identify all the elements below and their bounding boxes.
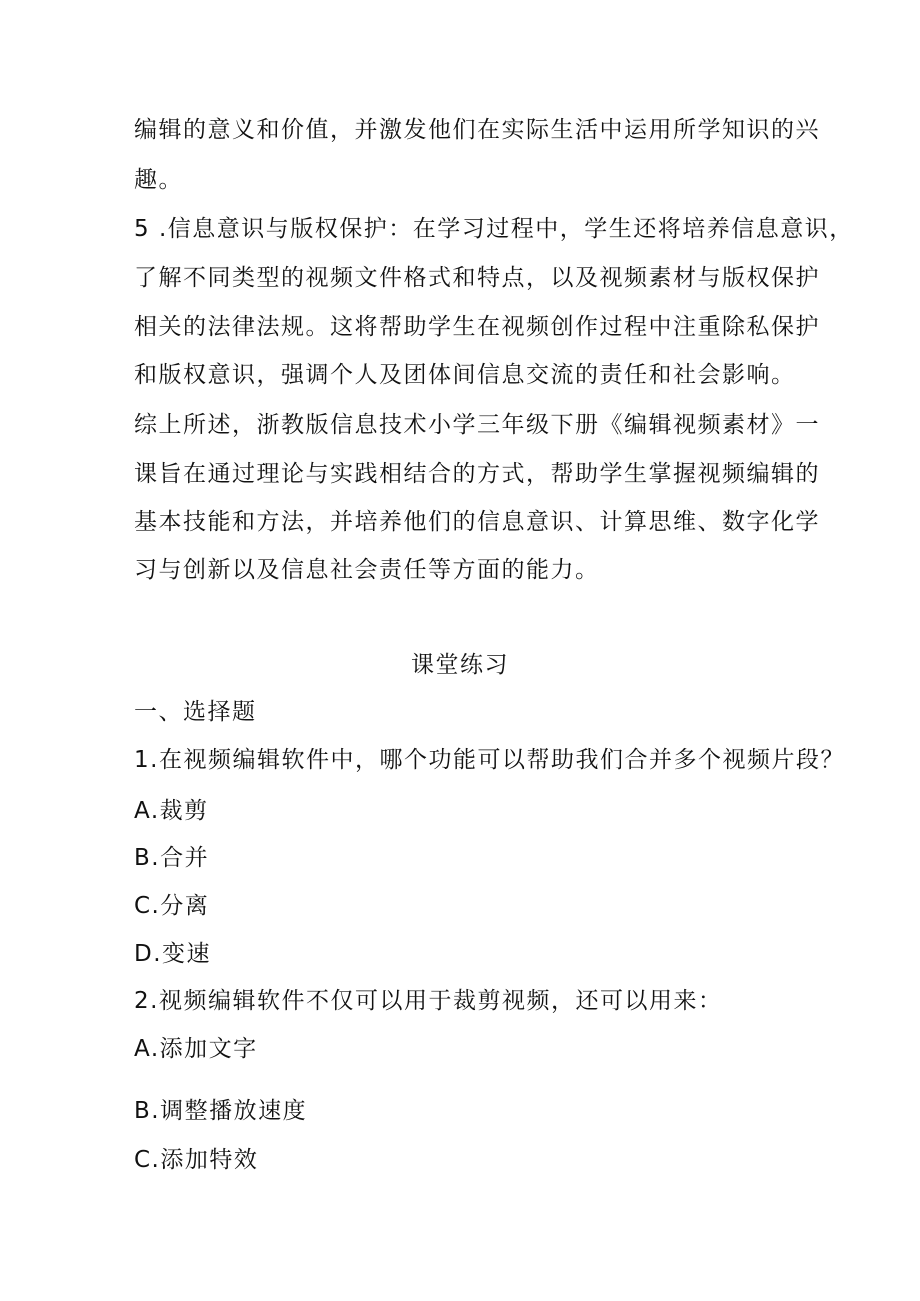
- question-1-option-c: C.分离: [134, 893, 210, 919]
- question-1-option-d: D.变速: [134, 941, 212, 967]
- body-line-8: 课旨在通过理论与实践相结合的方式，帮助学生掌握视频编辑的: [134, 461, 820, 487]
- body-line-5: 相关的法律法规。这将帮助学生在视频创作过程中注重除私保护: [134, 314, 820, 340]
- question-1-option-a: A.裁剪: [134, 798, 209, 824]
- body-line-4: 了解不同类型的视频文件格式和特点，以及视频素材与版权保护: [134, 265, 820, 291]
- body-line-10: 习与创新以及信息社会责任等方面的能力。: [134, 557, 600, 583]
- question-2-stem: 2.视频编辑软件不仅可以用于裁剪视频，还可以用来：: [134, 988, 723, 1014]
- body-line-1: 编辑的意义和价值，并激发他们在实际生活中运用所学知识的兴: [134, 117, 820, 143]
- question-2-option-b: B.调整播放速度: [134, 1098, 308, 1124]
- question-1-option-b: B.合并: [134, 845, 210, 871]
- body-line-7: 综上所述，浙教版信息技术小学三年级下册《编辑视频素材》一: [134, 412, 820, 438]
- question-2-option-c: C.添加特效: [134, 1147, 259, 1173]
- body-line-9: 基本技能和方法，并培养他们的信息意识、计算思维、数字化学: [134, 509, 820, 535]
- body-line-2: 趣。: [134, 167, 183, 193]
- body-line-6: 和版权意识，强调个人及团体间信息交流的责任和社会影响。: [134, 362, 796, 388]
- exercise-title: 课堂练习: [411, 652, 509, 678]
- body-line-3: 5 .信息意识与版权保护：在学习过程中，学生还将培养信息意识，: [134, 216, 854, 242]
- question-1-stem: 1.在视频编辑软件中，哪个功能可以帮助我们合并多个视频片段？: [134, 747, 845, 773]
- question-2-option-a: A.添加文字: [134, 1036, 258, 1062]
- section-heading: 一、选择题: [134, 699, 257, 725]
